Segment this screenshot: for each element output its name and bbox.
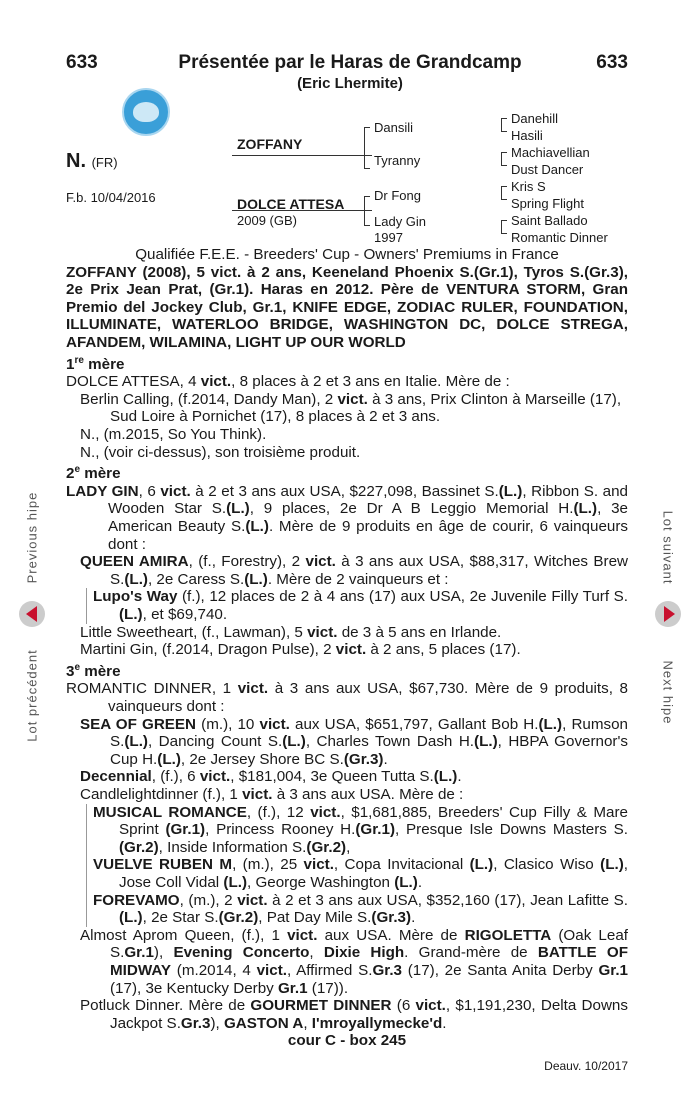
produce-decennial: Decennial, (f.), 6 vict., $181,004, 3e Queen Tutta S.(L.).: [80, 768, 462, 786]
next-hipe-label: Next hipe: [660, 660, 676, 725]
page-title: Présentée par le Haras de Grandcamp: [178, 52, 522, 73]
produce-martini-gin: Martini Gin, (f.2014, Dragon Pulse), 2 vict. à 2 ans, 5 places (17).: [80, 641, 521, 659]
prev-lot-nav[interactable]: [20, 470, 44, 770]
produce-2015: N., (m.2015, So You Think).: [80, 426, 267, 443]
next-lot-label: Lot suivant: [660, 510, 676, 585]
sire-summary: ZOFFANY (2008), 5 vict. à 2 ans, Keeneland Phoenix S.(Gr.1), Tyros S.(Gr.3), 2e Prix Jean Prat, (Gr.1). Haras en 2012. Père de VENTURA STORM, Gran Premio del Jockey Club, Gr.1, KNIFE EDGE, ZODIAC RULER, FOUNDATION, ILLUMINATE, WATERLOO BRIDGE, WASHINGTON DC, DOLCE STREGA, AFANDEM, WILAMINA, LIGHT UP OUR WORLD: [66, 263, 628, 351]
pedigree-sss: Danehill: [511, 111, 558, 126]
produce-berlin-calling: Berlin Calling, (f.2014, Dandy Man), 2 vict. à 3 ans, Prix Clinton à Marseille (17), Sud Loire à Pornichet (17), 8 places à 2 et 3 ans.: [80, 390, 622, 426]
produce-sea-of-green: SEA OF GREEN (m.), 10 vict. aux USA, $651,797, Gallant Bob H.(L.), Rumson S.(L.), Dancing Count S.(L.), Charles Town Dash H.(L.), HBPA Governor's Cup H.(L.), 2e Jersey Shore BC S.(Gr.3).: [80, 715, 628, 768]
pedigree-dd: Lady Gin: [374, 214, 427, 229]
pedigree-sd: Tyranny: [374, 153, 421, 168]
prev-hipe-label: Previous hipe: [24, 491, 40, 584]
lot-number-left: 633: [66, 52, 98, 73]
produce-this: N., (voir ci-dessus), son troisième produit.: [80, 443, 361, 461]
pedigree-dsd: Spring Flight: [511, 196, 584, 211]
arrow-right-icon: [664, 606, 675, 622]
pedigree-dss: Kris S: [511, 179, 546, 194]
page-subtitle: (Eric Lhermite): [297, 75, 403, 92]
next-arrow-button[interactable]: [655, 601, 681, 627]
horse-name: N. (FR): [66, 150, 118, 172]
next-lot-nav[interactable]: [656, 470, 680, 770]
first-dam-heading: 1re mère: [66, 354, 125, 373]
qualification-line: Qualifiée F.E.E. - Breeders' Cup - Owners' Premiums in France: [135, 246, 559, 263]
pedigree-ddd: Romantic Dinner: [511, 230, 608, 245]
first-dam-text: DOLCE ATTESA, 4 vict., 8 places à 2 et 3 ans en Italie. Mère de :: [66, 373, 510, 391]
produce-candlelightdinner: Candlelightdinner (f.), 1 vict. à 3 ans aux USA. Mère de :: [80, 786, 464, 803]
prev-lot-label: Lot précédent: [24, 649, 40, 742]
third-dam-text: ROMANTIC DINNER, 1 vict. à 3 ans aux USA, $67,730. Mère de 9 produits, 8 vainqueurs dont :: [66, 680, 628, 716]
lot-number-right: 633: [596, 52, 628, 73]
pedigree-ssd: Hasili: [511, 128, 543, 143]
produce-queen-amira: QUEEN AMIRA, (f., Forestry), 2 vict. à 3 ans aux USA, $88,317, Witches Brew S.(L.), 2e Caress S.(L.). Mère de 2 vainqueurs et :: [80, 553, 628, 588]
second-dam-text: LADY GIN, 6 vict. à 2 et 3 ans aux USA, $227,098, Bassinet S.(L.), Ribbon S. and Wooden Star S.(L.), 9 places, 2e Dr A B Leggio Memorial H.(L.), 3e American Beauty S.(L.). Mère de 9 produits en âge de courir, 6 vainqueurs dont :: [66, 482, 629, 553]
foaled-info: F.b. 10/04/2016: [66, 190, 156, 205]
produce-forevamo: FOREVAMO, (m.), 2 vict. à 2 et 3 ans aux USA, $352,160 (17), Jean Lafitte S.(L.), 2e Star S.(Gr.2), Pat Day Mile S.(Gr.3).: [93, 891, 628, 927]
criterium-badge-logo: [122, 88, 170, 136]
pedigree-ss: Dansili: [374, 120, 414, 135]
pedigree-dds: Saint Ballado: [511, 213, 588, 228]
produce-vuelve-ruben: VUELVE RUBEN M, (m.), 25 vict., Copa Invitacional (L.), Clasico Wiso (L.), Jose Coll Vidal (L.), George Washington (L.).: [93, 856, 628, 891]
pedigree-sdd: Dust Dancer: [511, 162, 584, 177]
catalogue-body: [66, 246, 628, 1050]
produce-little-sweetheart: Little Sweetheart, (f., Lawman), 5 vict. de 3 à 5 ans en Irlande.: [80, 623, 502, 641]
arrow-left-icon: [26, 606, 37, 622]
produce-lupos-way: Lupo's Way (f.), 12 places de 2 à 4 ans (17) aux USA, 2e Juvenile Filly Turf S.(L.), et $69,740.: [93, 588, 628, 623]
pedigree-sire: ZOFFANY: [237, 136, 303, 152]
pedigree-dd-year: 1997: [374, 230, 403, 245]
produce-potluck-dinner: Potluck Dinner. Mère de GOURMET DINNER (6 vict., $1,191,230, Delta Downs Jackpot S.Gr.3), GASTON A, I'mroyallymecke'd.: [80, 997, 628, 1032]
box-location: cour C - box 245: [287, 1032, 407, 1050]
pedigree-dam-year: 2009 (GB): [237, 213, 297, 228]
prev-arrow-button[interactable]: [19, 601, 45, 627]
third-dam-heading: 3e mère: [66, 661, 121, 680]
sale-date: Deauv. 10/2017: [544, 1059, 628, 1073]
produce-musical-romance: MUSICAL ROMANCE, (f.), 12 vict., $1,681,885, Breeders' Cup Filly & Mare Sprint (Gr.1), Princess Rooney H.(Gr.1), Presque Isle Downs Masters S.(Gr.2), Inside Information S.(Gr.2),: [93, 803, 629, 856]
horse-head-icon: [133, 102, 159, 122]
produce-almost-aprom-queen: Almost Aprom Queen, (f.), 1 vict. aux USA. Mère de RIGOLETTA (Oak Leaf S.Gr.1), Evening Concerto, Dixie High. Grand-mère de BATTLE OF MIDWAY (m.2014, 4 vict., Affirmed S.Gr.3 (17), 2e Santa Anita Derby Gr.1 (17), 3e Kentucky Derby Gr.1 (17)).: [80, 926, 628, 997]
pedigree-sds: Machiavellian: [511, 145, 590, 160]
pedigree-ds: Dr Fong: [374, 188, 421, 203]
second-dam-heading: 2e mère: [66, 464, 121, 483]
pedigree-dam: DOLCE ATTESA: [237, 196, 345, 212]
